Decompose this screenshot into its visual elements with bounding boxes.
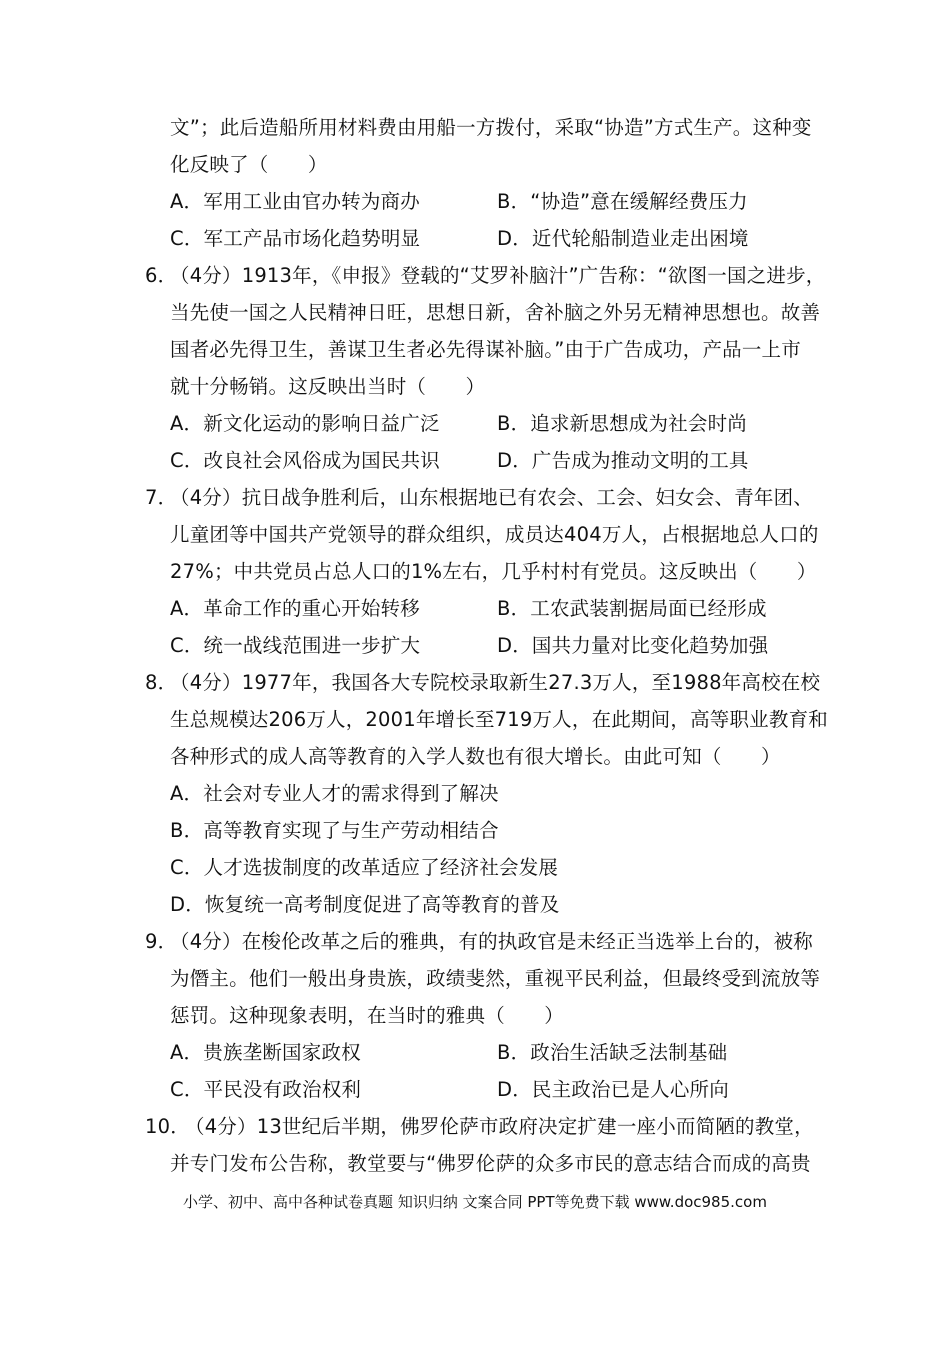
- q8-line-3: 各种形式的成人高等教育的入学人数也有很大增长。由此可知（ ）: [170, 745, 781, 768]
- q8-option-c: C．人才选拔制度的改革适应了经济社会发展: [170, 856, 559, 879]
- q6-option-a: A．新文化运动的影响日益广泛: [170, 412, 440, 435]
- q8-option-d: D．恢复统一高考制度促进了高等教育的普及: [170, 893, 560, 916]
- q8-number: 8．: [145, 671, 178, 694]
- q10-line-1: （4分）13世纪后半期，佛罗伦萨市政府决定扩建一座小而简陋的教堂，: [185, 1115, 814, 1138]
- q9-option-a: A．贵族垄断国家政权: [170, 1041, 361, 1064]
- q8-option-a: A．社会对专业人才的需求得到了解决: [170, 782, 499, 805]
- footer-ad-text: 小学、初中、高中各种试卷真题 知识归纳 文案合同 PPT等免费下载 www.doc985.com: [183, 1193, 767, 1211]
- q5-option-d: D．近代轮船制造业走出困境: [497, 227, 749, 250]
- q8-option-b: B．高等教育实现了与生产劳动相结合: [170, 819, 499, 842]
- q5-option-b: B．“协造”意在缓解经费压力: [497, 190, 748, 213]
- q7-option-b: B．工农武装割据局面已经形成: [497, 597, 767, 620]
- q6-option-c: C．改良社会风俗成为国民共识: [170, 449, 440, 472]
- q6-line-2: 当先使一国之人民精神日旺，思想日新，舍补脑之外另无精神思想也。故善: [170, 301, 821, 324]
- q7-option-d: D．国共力量对比变化趋势加强: [497, 634, 769, 657]
- q9-option-d: D．民主政治已是人心所向: [497, 1078, 729, 1101]
- q9-line-3: 惩罚。这种现象表明，在当时的雅典（ ）: [170, 1004, 565, 1027]
- q5-line-1: 文”；此后造船所用材料费由用船一方拨付，采取“协造”方式生产。这种变: [170, 116, 812, 139]
- q7-option-c: C．统一战线范围进一步扩大: [170, 634, 421, 657]
- q6-line-4: 就十分畅销。这反映出当时（ ）: [170, 375, 486, 398]
- q6-line-3: 国者必先得卫生，善谋卫生者必先得谋补脑。”由于广告成功，产品一上市: [170, 338, 801, 361]
- q7-line-2: 儿童团等中国共产党领导的群众组织，成员达404万人，占根据地总人口的: [170, 523, 819, 546]
- q7-line-3: 27%；中共党员占总人口的1%左右，几乎村村有党员。这反映出（ ）: [170, 560, 817, 583]
- q5-line-2: 化反映了（ ）: [170, 153, 328, 176]
- q6-number: 6．: [145, 264, 178, 287]
- q7-option-a: A．革命工作的重心开始转移: [170, 597, 420, 620]
- q10-line-2: 并专门发布公告称，教堂要与“佛罗伦萨的众多市民的意志结合而成的高贵: [170, 1152, 811, 1175]
- q7-line-1: （4分）抗日战争胜利后，山东根据地已有农会、工会、妇女会、青年团、: [170, 486, 814, 509]
- q9-line-2: 为僭主。他们一般出身贵族，政绩斐然，重视平民利益，但最终受到流放等: [170, 967, 821, 990]
- q10-number: 10．: [145, 1115, 190, 1138]
- q8-line-1: （4分）1977年，我国各大专院校录取新生27.3万人，至1988年高校在校: [170, 671, 821, 694]
- q7-number: 7．: [145, 486, 178, 509]
- q5-option-a: A．军用工业由官办转为商办: [170, 190, 420, 213]
- q8-line-2: 生总规模达206万人，2001年增长至719万人，在此期间，高等职业教育和: [170, 708, 828, 731]
- q9-option-c: C．平民没有政治权利: [170, 1078, 362, 1101]
- q6-line-1: （4分）1913年，《申报》登载的“艾罗补脑汁”广告称：“欲图一国之进步，: [170, 264, 826, 287]
- q6-option-b: B．追求新思想成为社会时尚: [497, 412, 747, 435]
- q5-option-c: C．军工产品市场化趋势明显: [170, 227, 421, 250]
- q6-option-d: D．广告成为推动文明的工具: [497, 449, 749, 472]
- q9-number: 9．: [145, 930, 178, 953]
- q9-line-1: （4分）在梭伦改革之后的雅典，有的执政官是未经正当选举上台的，被称: [170, 930, 814, 953]
- q9-option-b: B．政治生活缺乏法制基础: [497, 1041, 728, 1064]
